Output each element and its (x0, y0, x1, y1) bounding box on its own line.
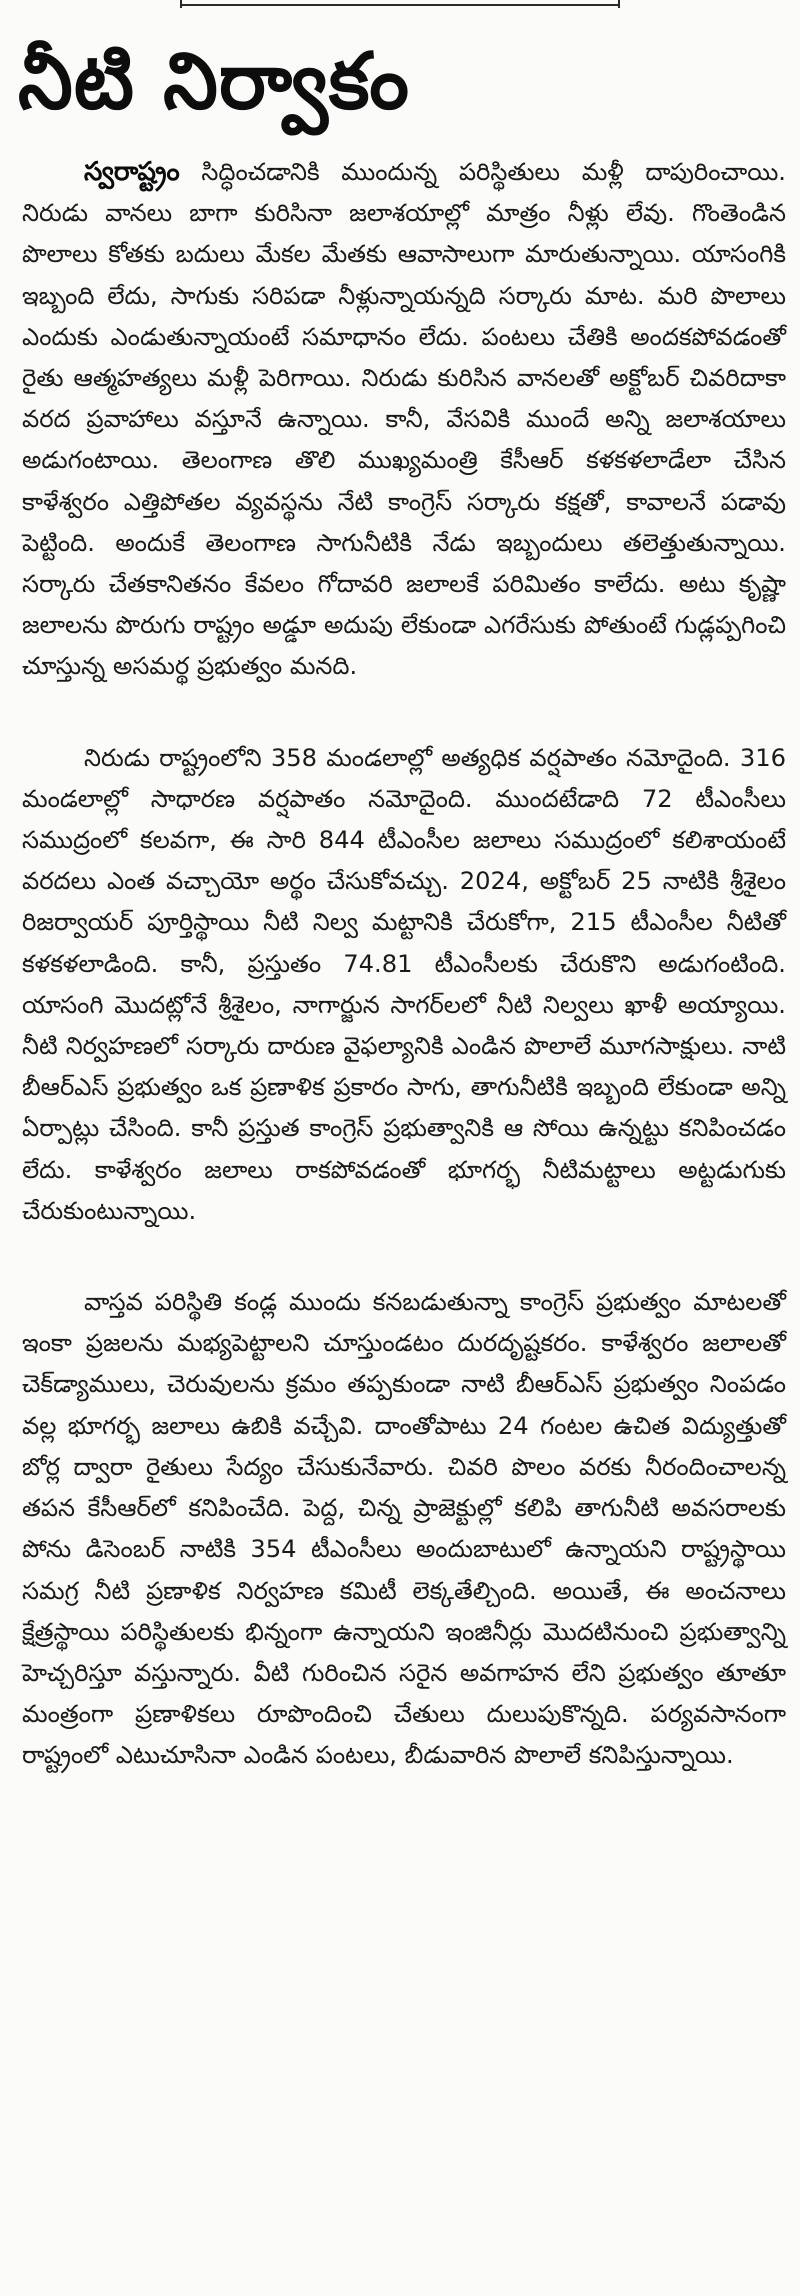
section-header-rule (180, 0, 620, 8)
article-body (22, 152, 786, 1777)
article-paragraph-1 (22, 152, 786, 688)
lead-word: స్వరాష్ట్రం (84, 157, 180, 187)
article-headline: నీటి నిర్వాకం (18, 37, 410, 127)
paragraph-1-text: సిద్ధించడానికి ముందున్న పరిస్థితులు మళ్లీ దాపురించాయి. నిరుడు వానలు బాగా కురిసినా జలాశయాల్లో మాత్రం నీళ్లు లేవు. గొంతెండిన పొలాలు కోతకు బదులు మేకల మేతకు ఆవాసాలుగా మారుతున్నాయి. యాసంగికి ఇబ్బంది లేదు, సాగుకు సరిపడా నీళ్లున్నాయన్నది సర్కారు మాట. మరి పొలాలు ఎందుకు ఎండుతున్నాయంటే సమాధానం లేదు. పంటలు చేతికి అందకపోవడంతో రైతు ఆత్మహత్యలు మళ్లీ పెరిగాయి. నిరుడు కురిసిన వానలతో అక్టోబర్ చివరిదాకా వరద ప్రవాహాలు వస్తూనే ఉన్నాయి. కానీ, వేసవికి ముందే అన్ని జలాశయాలు అడుగంటాయి. తెలంగాణ తొలి ముఖ్యమంత్రి కేసీఆర్ కళకళలాడేలా చేసిన కాళేశ్వరం ఎత్తిపోతల వ్యవస్థను నేటి కాంగ్రెస్ సర్కారు కక్షతో, కావాలనే పడావు పెట్టింది. అందుకే తెలంగాణ సాగునీటికి నేడు ఇబ్బందులు తలెత్తుతున్నాయి. సర్కారు చేతకానితనం కేవలం గోదావరి జలాలకే పరిమితం కాలేదు. అటు కృష్ణా జలాలను పొరుగు రాష్ట్రం అడ్డూ అదుపు లేకుండా ఎగరేసుకు పోతుంటే గుడ్లప్పగించి చూస్తున్న అసమర్థ ప్రభుత్వం మనది. (22, 158, 786, 681)
article-paragraph-3: వాస్తవ పరిస్థితి కండ్ల ముందు కనబడుతున్నా కాంగ్రెస్ ప్రభుత్వం మాటలతో ఇంకా ప్రజలను మభ్యపెట్టాలని చూస్తుండటం దురదృష్టకరం. కాళేశ్వరం జలాలతో చెక్‌డ్యాములు, చెరువులను క్రమం తప్పకుండా నాటి బీఆర్ఎస్ ప్రభుత్వం నింపడం వల్ల భూగర్భ జలాలు ఉబికి వచ్చేవి. దాంతోపాటు 24 గంటల ఉచిత విద్యుత్తుతో బోర్ల ద్వారా రైతులు సేద్యం చేసుకునేవారు. చివరి పొలం వరకు నీరందించాలన్న తపన కేసీఆర్‌లో కనిపించేది. పెద్ద, చిన్న ప్రాజెక్టుల్లో కలిపి తాగునీటి అవసరాలకు పోను డిసెంబర్ నాటికి 354 టీఎంసీలు అందుబాటులో ఉన్నాయని రాష్ట్రస్థాయి సమగ్ర నీటి ప్రణాళిక నిర్వహణ కమిటీ లెక్కతేల్చింది. అయితే, ఈ అంచనాలు క్షేత్రస్థాయి పరిస్థితులకు భిన్నంగా ఉన్నాయని ఇంజినీర్లు మొదటినుంచి ప్రభుత్వాన్ని హెచ్చరిస్తూ వస్తున్నారు. వీటి గురించిన సరైన అవగాహన లేని ప్రభుత్వం తూతూ మంత్రంగా ప్రణాళికలు రూపొందించి చేతులు దులుపుకొన్నది. పర్యవసానంగా రాష్ట్రంలో ఎటుచూసినా ఎండిన పంటలు, బీడువారిన పొలాలే కనిపిస్తున్నాయి. (22, 1288, 786, 1770)
article-paragraph-2: నిరుడు రాష్ట్రంలోని 358 మండలాల్లో అత్యధిక వర్షపాతం నమోదైంది. 316 మండలాల్లో సాధారణ వర్షపాతం నమోదైంది. ముందటేడాది 72 టీఎంసీలు సముద్రంలో కలవగా, ఈ సారి 844 టీఎంసీల జలాలు సముద్రంలో కలిశాయంటే వరదలు ఎంత వచ్చాయో అర్థం చేసుకోవచ్చు. 2024, అక్టోబర్ 25 నాటికి శ్రీశైలం రిజర్వాయర్ పూర్తిస్థాయి నీటి నిల్వ మట్టానికి చేరుకోగా, 215 టీఎంసీల నీటితో కళకళలాడింది. కానీ, ప్రస్తుతం 74.81 టీఎంసీలకు చేరుకొని అడుగంటింది. యాసంగి మొదట్లోనే శ్రీశైలం, నాగార్జున సాగర్‌లలో నీటి నిల్వలు ఖాళీ అయ్యాయి. నీటి నిర్వహణలో సర్కారు దారుణ వైఫల్యానికి ఎండిన పొలాలే మూగసాక్షులు. నాటి బీఆర్ఎస్ ప్రభుత్వం ఒక ప్రణాళిక ప్రకారం సాగు, తాగునీటికి ఇబ్బంది లేకుండా అన్ని ఏర్పాట్లు చేసింది. కానీ ప్రస్తుత కాంగ్రెస్ ప్రభుత్వానికి ఆ సోయి ఉన్నట్టు కనిపించడం లేదు. కాళేశ్వరం జలాలు రాకపోవడంతో భూగర్భ నీటిమట్టాలు అట్టడుగుకు చేరుకుంటున్నాయి. (22, 743, 786, 1225)
